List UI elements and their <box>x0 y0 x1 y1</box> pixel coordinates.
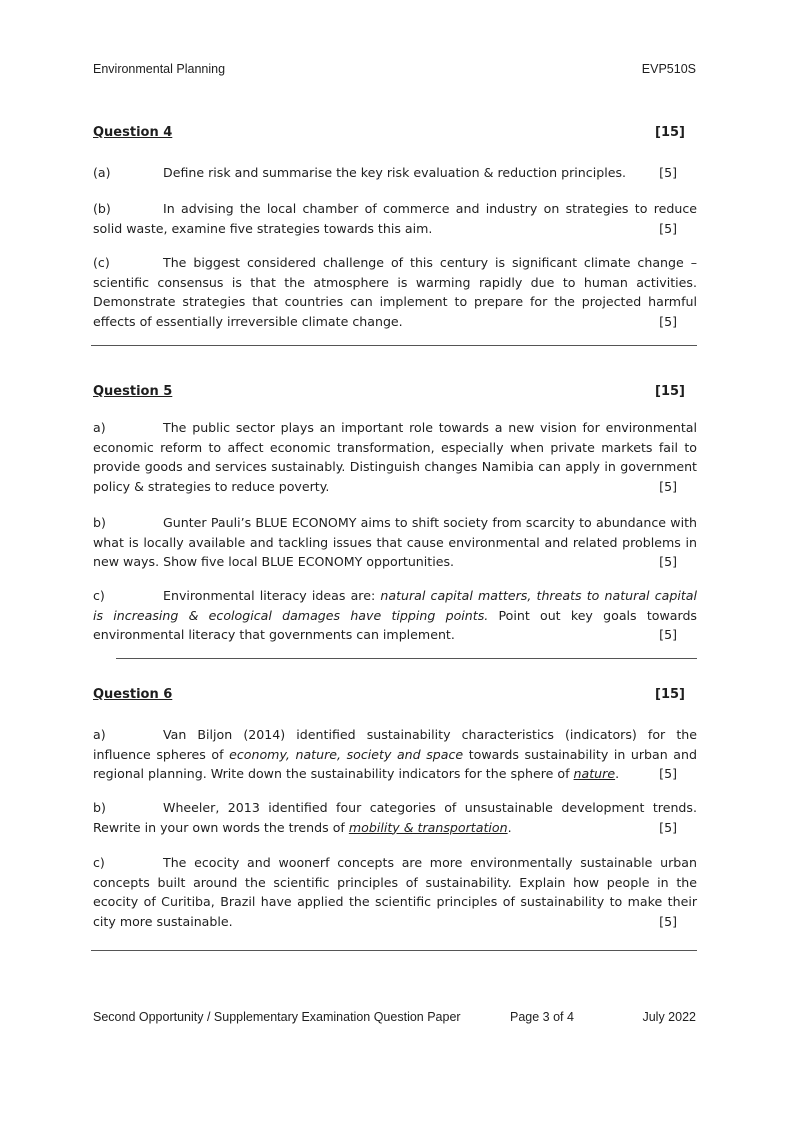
item-label: a) <box>93 420 106 435</box>
item-label: b) <box>93 800 106 815</box>
item-text: Define risk and summarise the key risk evaluation & reduction principles. <box>163 165 627 180</box>
question-6-heading <box>93 687 685 702</box>
question-4-heading <box>93 125 685 140</box>
item-mark: [5] <box>659 220 677 236</box>
item-text: . <box>615 766 620 781</box>
question-marks: [15] <box>655 125 685 140</box>
item-text: The public sector plays an important role towards a new vision for environmental economic reform to affect economic transformation, especially when private markets fail to provide goods and services sustainably. Distinguish changes Namibia can apply in government policy & strategies to reduce poverty. <box>93 420 697 494</box>
item-label: b) <box>93 515 106 530</box>
item-label: (c) <box>93 255 110 270</box>
item-mark: [5] <box>659 627 677 642</box>
question-title: Question 5 <box>93 384 173 399</box>
item-label: c) <box>93 855 105 870</box>
item-mark: [5] <box>659 478 677 494</box>
question-4a <box>93 163 697 183</box>
item-mark: [5] <box>659 165 677 180</box>
item-italic-text: natural capital matters, threats to natural capital is increasing & ecological damages have tipping points. <box>93 588 698 623</box>
question-6c <box>93 853 697 931</box>
question-4b <box>93 199 697 238</box>
item-mark: [5] <box>659 819 677 835</box>
item-emphasis: mobility & transportation <box>348 819 508 835</box>
footer-exam-type: Second Opportunity / Supplementary Examination Question Paper <box>93 1010 461 1024</box>
question-marks: [15] <box>655 384 685 399</box>
question-6a <box>93 725 697 784</box>
item-text: In advising the local chamber of commerce and industry on strategies to reduce solid waste, examine five strategies towards this aim. <box>93 201 697 236</box>
item-label: c) <box>93 588 105 603</box>
footer-page-number: Page 3 of 4 <box>510 1010 574 1024</box>
question-5a <box>93 418 697 496</box>
item-text: towards sustainability in urban and regional planning. Write down the sustainability indicators for the sphere of <box>93 746 697 781</box>
item-label: (b) <box>93 201 111 216</box>
section-divider <box>91 950 697 951</box>
header-course-title: Environmental Planning <box>93 62 226 76</box>
item-text: The biggest considered challenge of this century is significant climate change – scientific consensus is that the atmosphere is warming rapidly due to human activities. Demonstrate strategies that countries can implement to prepare for the projected harmful effects of essentially irreversible climate change. <box>93 255 697 329</box>
item-mark: [5] <box>659 766 677 781</box>
section-divider <box>91 345 697 346</box>
item-emphasis: nature <box>573 766 616 781</box>
question-4c <box>93 253 697 331</box>
question-marks: [15] <box>655 687 685 702</box>
item-mark: [5] <box>659 913 677 929</box>
question-5c <box>93 586 697 645</box>
item-text: Point out key goals towards environmental literacy that governments can implement. <box>93 607 697 642</box>
item-text: The ecocity and woonerf concepts are more environmentally sustainable urban concepts built around the scientific principles of sustainability. Explain how people in the ecocity of Curitiba, Brazil have applied the scientific principles of sustainability to make their city more sustainable. <box>93 855 697 929</box>
item-mark: [5] <box>659 554 677 569</box>
footer-date: July 2022 <box>642 1010 696 1024</box>
item-text: Van Biljon (2014) identified sustainability characteristics (indicators) for the influence spheres of <box>93 727 697 762</box>
section-divider <box>116 658 697 659</box>
question-5-heading <box>93 384 685 399</box>
question-5b <box>93 513 697 572</box>
item-mark: [5] <box>659 313 677 329</box>
question-6b <box>93 798 697 837</box>
question-title: Question 4 <box>93 125 173 140</box>
item-label: (a) <box>93 165 111 180</box>
question-title: Question 6 <box>93 687 173 702</box>
item-text: Environmental literacy ideas are: <box>163 588 381 603</box>
item-italic-text: economy, nature, society and space <box>229 746 464 762</box>
header-course-code: EVP510S <box>641 62 696 76</box>
item-text: . <box>507 819 512 835</box>
item-text: Gunter Pauli’s BLUE ECONOMY aims to shift society from scarcity to abundance with what is locally available and tackling issues that cause environmental and related problems in new ways. Show five local BLUE ECONOMY opportunities. <box>93 515 697 569</box>
item-label: a) <box>93 727 106 742</box>
item-text: Wheeler, 2013 identified four categories of unsustainable development trends. Rewrite in your own words the trends of <box>93 800 697 835</box>
